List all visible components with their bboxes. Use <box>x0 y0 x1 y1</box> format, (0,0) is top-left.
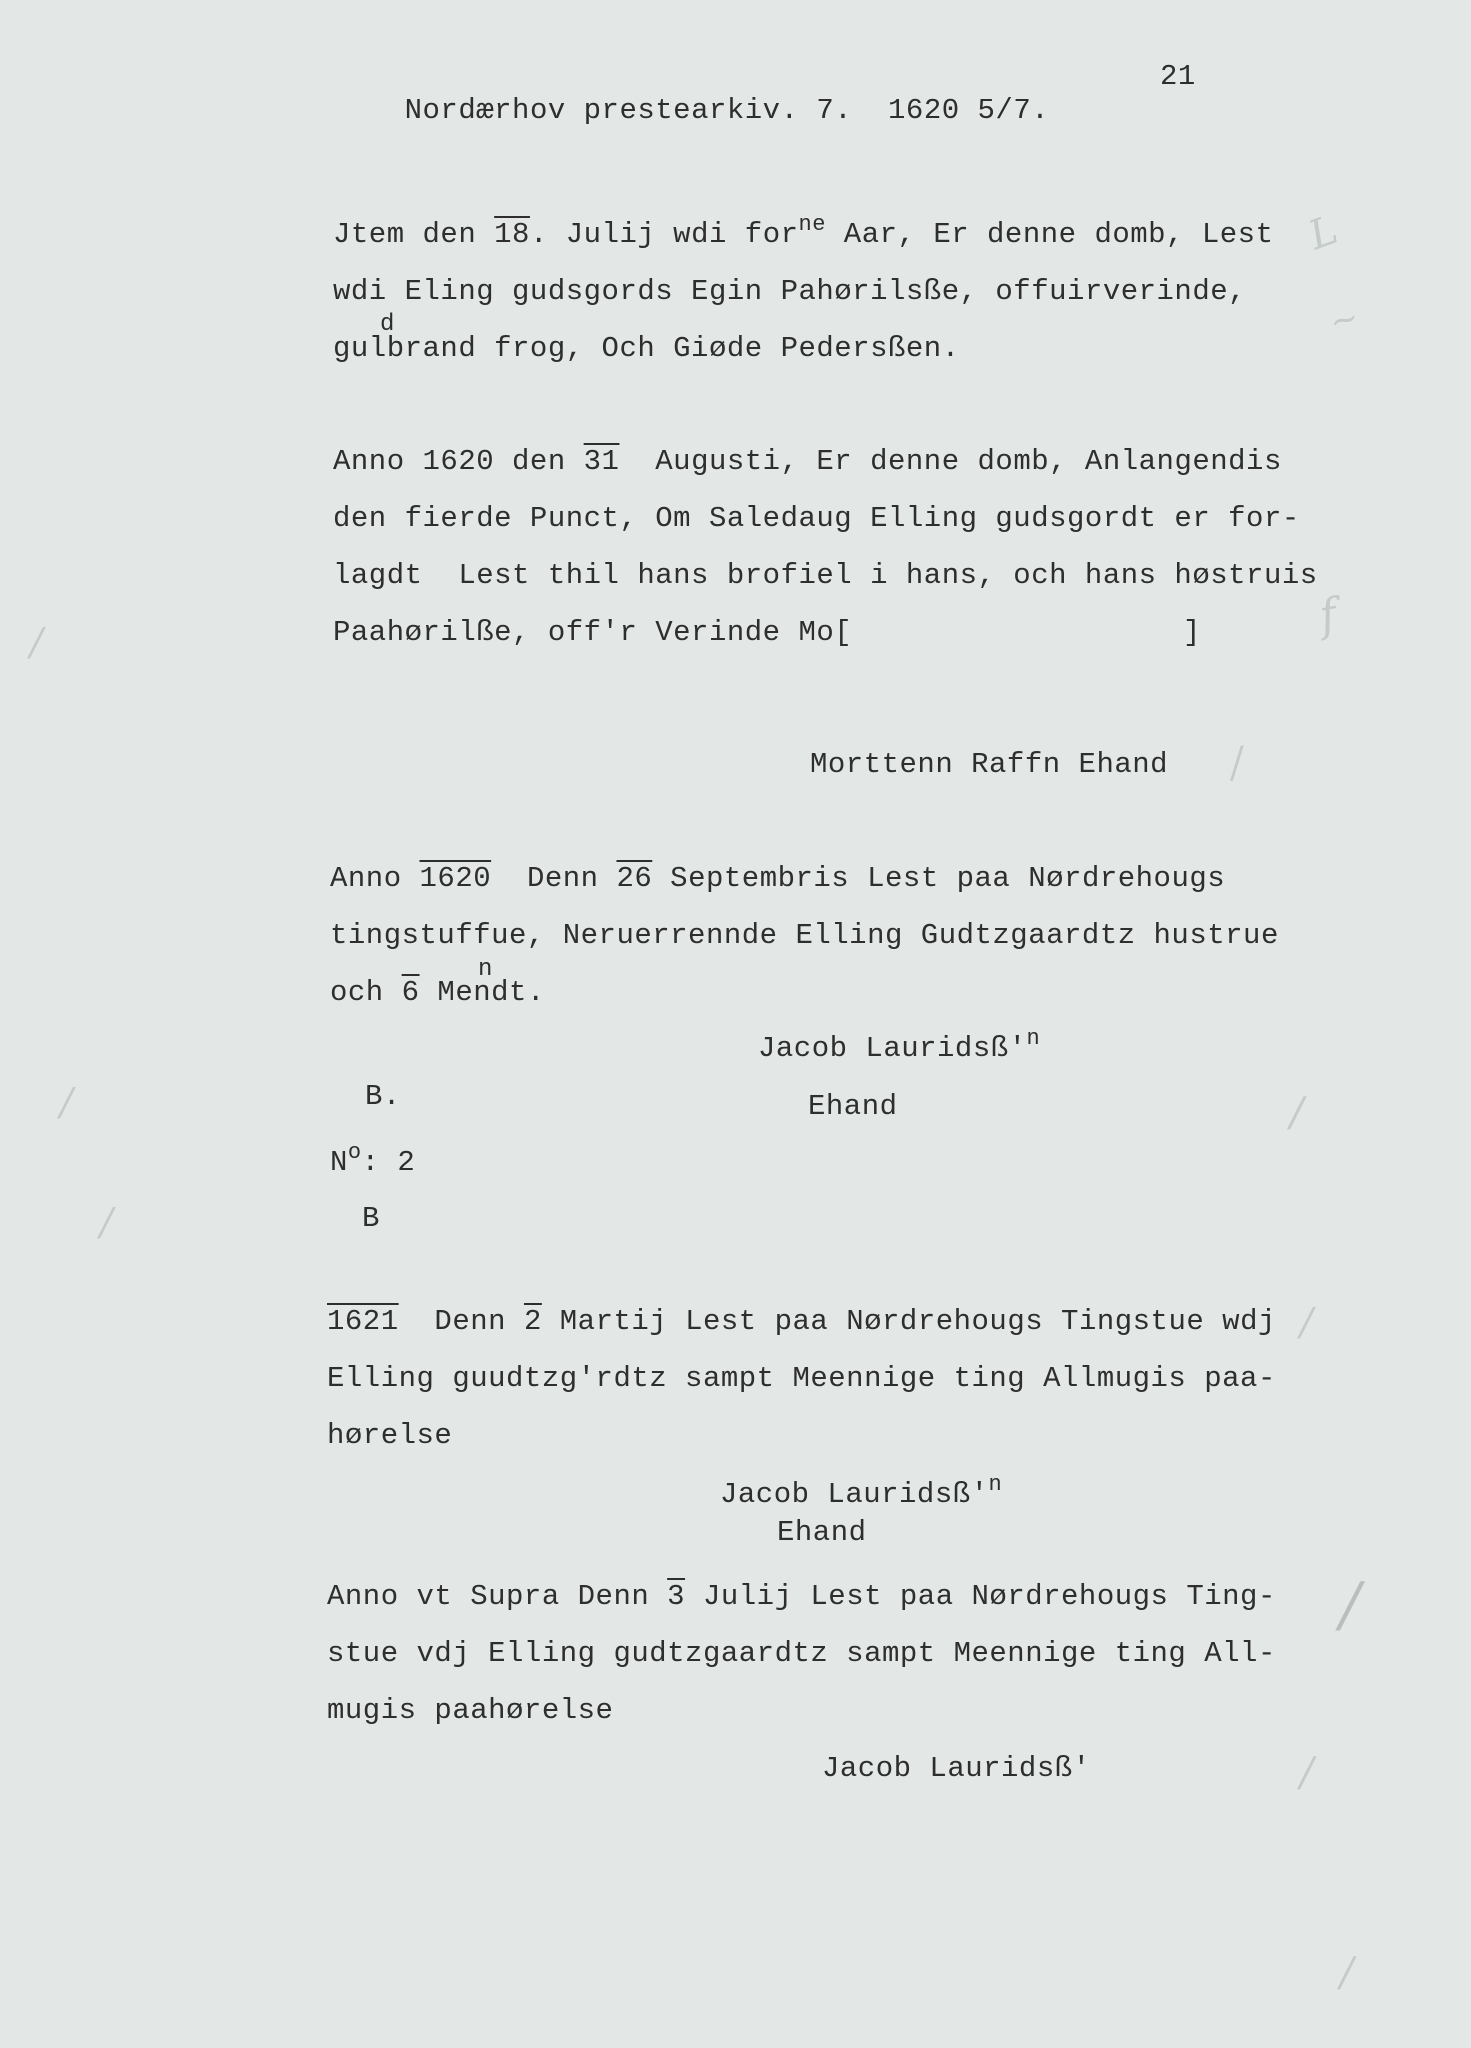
text-run: Septembris Lest paa Nørdrehougs <box>652 862 1226 895</box>
signature-name: Jacob Lauridsß' <box>758 1032 1027 1065</box>
text-run: . Julij wdi for <box>529 218 799 251</box>
overlined-number: 18 <box>494 218 530 251</box>
paragraph-4-line-1 <box>327 1305 1276 1339</box>
bleed-through-mark: / <box>100 1200 113 1244</box>
superscript: o <box>347 1140 362 1165</box>
superscript: n <box>1026 1026 1041 1051</box>
paragraph-2-line-3: lagdt Lest thil hans brofiel i hans, och hans høstruis <box>333 559 1318 592</box>
paragraph-5-line-2: stue vdj Elling gudtzgaardtz sampt Meennige ting All- <box>327 1637 1276 1670</box>
bleed-through-mark: / <box>60 1080 73 1124</box>
text-run: Jtem den <box>333 218 495 251</box>
signature-ehand: Ehand <box>808 1090 898 1123</box>
bleed-through-mark: / <box>30 620 43 664</box>
text-run: Denn <box>398 1305 524 1338</box>
paragraph-3-line-2: tingstuffue, Neruerrennde Elling Gudtzgaardtz hustrue <box>330 919 1279 952</box>
overlined-number: 6 <box>401 976 420 1009</box>
overlined-number: 1621 <box>327 1305 399 1338</box>
closing-bracket: ] <box>1183 616 1201 649</box>
paragraph-1-line-2: wdi Eling gudsgords Egin Pahørilsße, offuirverinde, <box>333 275 1247 308</box>
bleed-through-mark: / <box>1290 1090 1304 1136</box>
overlined-number: 31 <box>583 445 620 478</box>
superscript: ne <box>798 212 826 237</box>
overlined-number: 3 <box>667 1580 686 1613</box>
bleed-through-mark: / <box>1340 1570 1361 1640</box>
bleed-through-mark: ~ <box>1325 296 1364 344</box>
signature-name: Jacob Lauridsß' <box>720 1478 989 1511</box>
signature-jacob-lauridsen-2 <box>720 1472 1003 1514</box>
paragraph-3-line-1 <box>330 862 1225 896</box>
text-run: Aar, Er denne domb, Lest <box>825 218 1274 251</box>
bleed-through-mark: L <box>1302 206 1344 260</box>
text-run: N <box>330 1146 348 1179</box>
text-run: Anno vt Supra Denn <box>327 1580 668 1613</box>
superscript: n <box>988 1472 1003 1497</box>
note-b-2: B <box>362 1202 380 1235</box>
archive-title: Nordærhov prestearkiv. 7. <box>404 94 853 127</box>
text-run: Denn <box>491 862 617 895</box>
paragraph-2-line-1 <box>333 445 1282 479</box>
text-run: och <box>330 976 402 1009</box>
signature-jacob-lauridsen-3: Jacob Lauridsß' <box>822 1752 1091 1785</box>
text-run: Anno 1620 den <box>333 445 584 478</box>
bleed-through-mark: f <box>1315 588 1341 643</box>
note-number <box>330 1140 416 1182</box>
insertion-mark: d <box>380 311 395 338</box>
paragraph-1-line-1 <box>333 212 1274 254</box>
paragraph-2-line-2: den fierde Punct, Om Saledaug Elling gudsgordt er for- <box>333 502 1300 535</box>
paragraph-5-line-3: mugis paahørelse <box>327 1694 614 1727</box>
bleed-through-mark: / <box>1226 739 1248 787</box>
header-date: 1620 5/7. <box>888 94 1050 127</box>
paragraph-1-line-3: gulbrand frog, Och Giøde Pedersßen. <box>333 332 960 365</box>
signature-morten-raffn: Morttenn Raffn Ehand <box>810 748 1169 781</box>
note-b: B. <box>365 1080 401 1113</box>
bleed-through-mark: / <box>1340 1950 1354 1996</box>
overlined-number: 1620 <box>419 862 492 895</box>
overlined-number: 2 <box>523 1305 542 1338</box>
bleed-through-mark: / <box>1300 1750 1314 1796</box>
text-run: : 2 <box>361 1146 416 1179</box>
insertion-mark: n <box>478 956 493 983</box>
header-title <box>333 60 1049 162</box>
overlined-number: 26 <box>616 862 653 895</box>
text-run: Martij Lest paa Nørdrehougs Tingstue wdj <box>541 1305 1276 1338</box>
paragraph-4-line-3: hørelse <box>327 1419 453 1452</box>
text-run: Julij Lest paa Nørdrehougs Ting- <box>685 1580 1276 1613</box>
paragraph-5-line-1 <box>327 1580 1276 1614</box>
signature-jacob-lauridsen-1 <box>758 1026 1041 1068</box>
page-number: 21 <box>1160 60 1196 93</box>
text-run: Anno <box>330 862 420 895</box>
signature-ehand: Ehand <box>777 1516 867 1549</box>
text-run: Mendt. <box>419 976 545 1009</box>
paragraph-4-line-2: Elling guudtzg'rdtz sampt Meennige ting Allmugis paa- <box>327 1362 1276 1395</box>
paragraph-3-line-3 <box>330 976 545 1010</box>
text-run: Augusti, Er denne domb, Anlangendis <box>619 445 1282 478</box>
paragraph-2-line-4: Paahørilße, off'r Verinde Mo[ <box>333 616 853 649</box>
bleed-through-mark: / <box>1300 1300 1313 1344</box>
